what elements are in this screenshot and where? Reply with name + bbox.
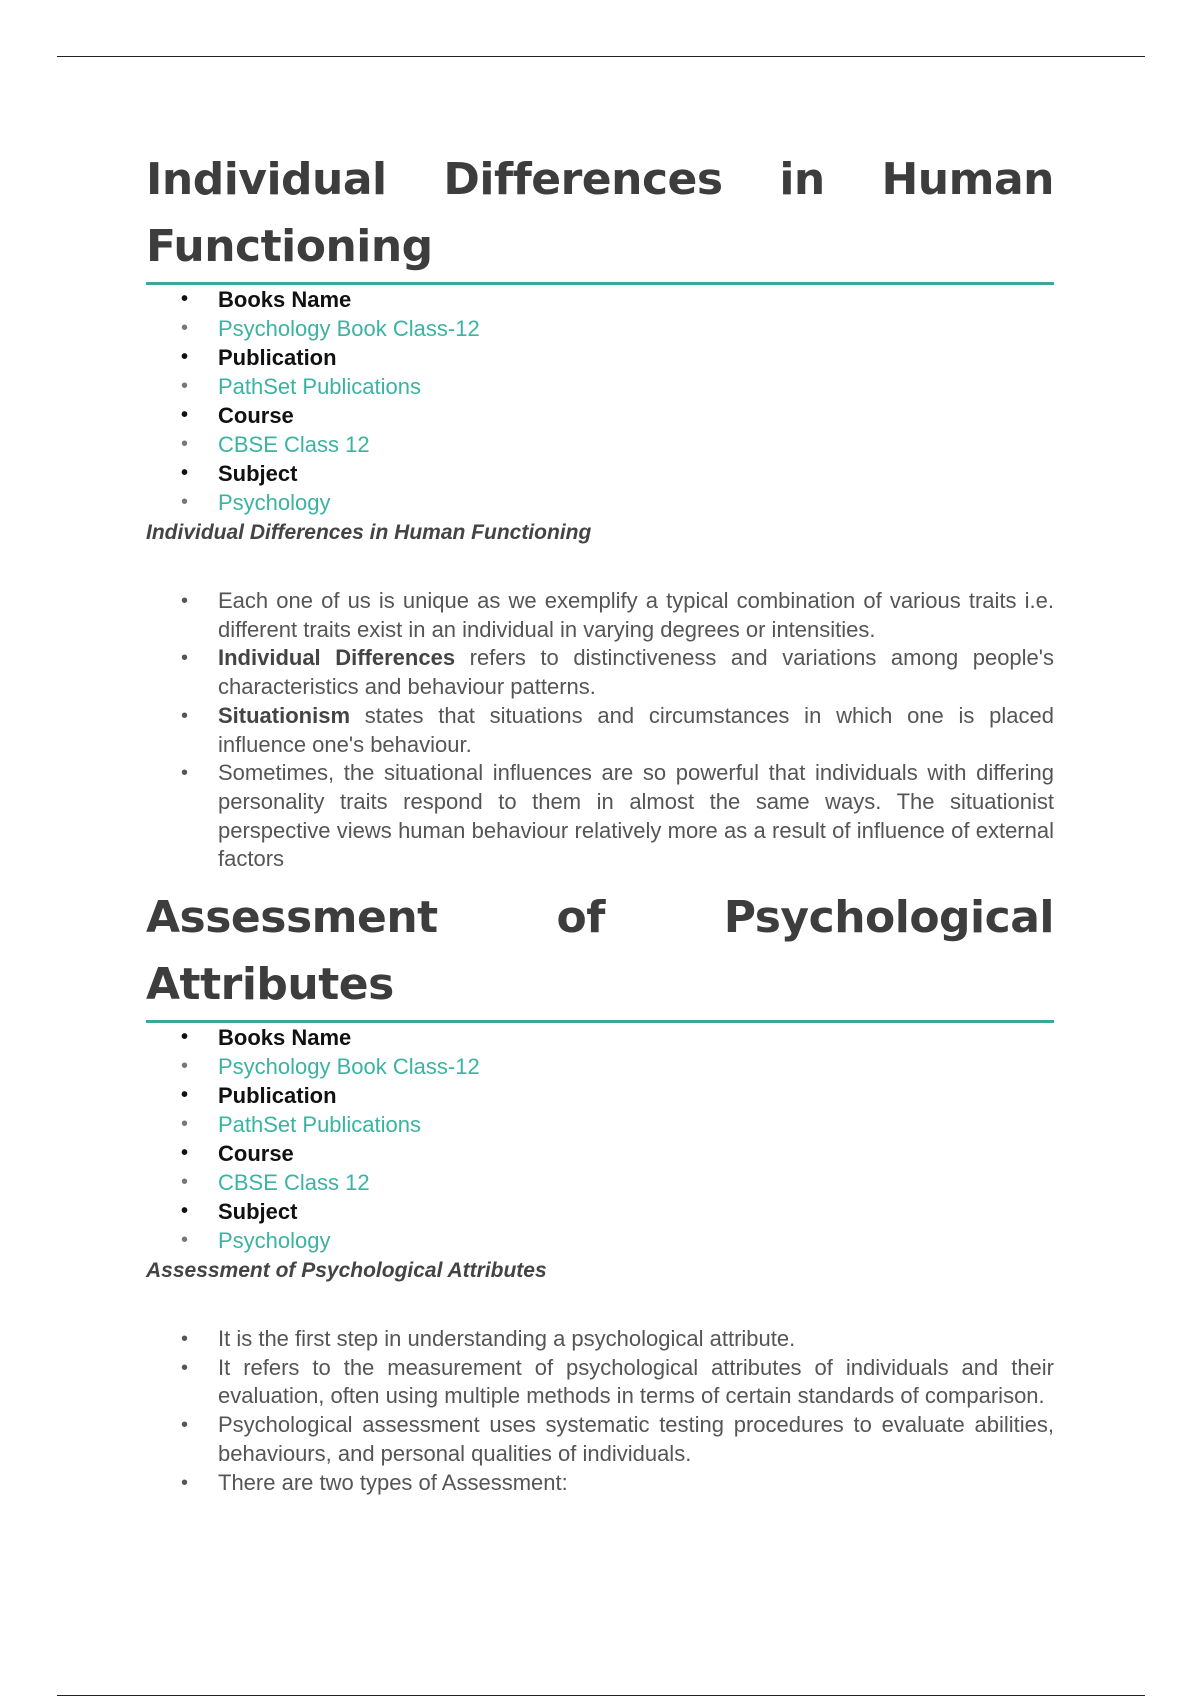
point-text: Psychological assessment uses systematic testing procedures to evaluate abilities, behaviours, and personal qualities of individuals. [218,1412,1054,1466]
list-item [146,1411,1054,1468]
list-item [146,587,1054,644]
points-list [146,1325,1054,1497]
section-title: Assessment of Psychological Attributes [146,884,1054,1023]
section-assessment [146,884,1054,1497]
point-text: states that situations and circumstances in which one is placed influence one's behaviour. [218,702,1054,757]
point-term: Situationism [218,702,351,728]
footer-rule [57,1695,1145,1696]
meta-value-publication[interactable]: • PathSet Publications [146,372,1054,401]
meta-label-subject: • Subject [146,459,1054,488]
point-text: Sometimes, the situational influences are so powerful that individuals with differing personality traits respond to them in almost the same ways. The situationist perspective views human behaviour relatively more as a result of influence of external factors [218,760,1054,872]
meta-label-books-name: • Books Name [146,1023,1054,1052]
header-rule [57,56,1145,57]
point-text: It is the first step in understanding a psychological attribute. [218,1326,796,1351]
meta-value-subject[interactable]: • Psychology [146,488,1054,517]
list-item [146,702,1054,759]
point-text: There are two types of Assessment: [218,1469,568,1495]
list-item [146,644,1054,701]
point-term: Individual Differences [218,645,456,671]
meta-label-publication: • Publication [146,343,1054,372]
point-text: It refers to the measurement of psychological attributes of individuals and their evaluation, often using multiple methods in terms of certain standards of comparison. [218,1354,1054,1409]
section-title: Individual Differences in Human Functioning [146,146,1054,285]
meta-label-books-name: • Books Name [146,285,1054,314]
list-item [146,1469,1054,1498]
point-text: refers to distinctiveness and variations among people's characteristics and behaviour patterns. [218,645,1054,700]
meta-label-subject: • Subject [146,1197,1054,1226]
section-individual-differences [146,146,1054,874]
book-meta-list [146,285,1054,517]
meta-label-course: • Course [146,1139,1054,1168]
section-caption: Assessment of Psychological Attributes [146,1259,547,1282]
meta-label-course: • Course [146,401,1054,430]
point-text: Each one of us is unique as we exemplify a typical combination of various traits i.e. different traits exist in an individual in varying degrees or intensities. [218,588,1054,642]
meta-value-book[interactable]: • Psychology Book Class-12 [146,1052,1054,1081]
book-meta-list [146,1023,1054,1255]
meta-value-course[interactable]: • CBSE Class 12 [146,430,1054,459]
list-item [146,1325,1054,1354]
points-list [146,587,1054,874]
meta-value-book[interactable]: • Psychology Book Class-12 [146,314,1054,343]
section-caption: Individual Differences in Human Functioning [146,521,592,544]
meta-value-course[interactable]: • CBSE Class 12 [146,1168,1054,1197]
list-item [146,1354,1054,1411]
meta-value-publication[interactable]: • PathSet Publications [146,1110,1054,1139]
list-item [146,759,1054,874]
meta-value-subject[interactable]: • Psychology [146,1226,1054,1255]
meta-label-publication: • Publication [146,1081,1054,1110]
